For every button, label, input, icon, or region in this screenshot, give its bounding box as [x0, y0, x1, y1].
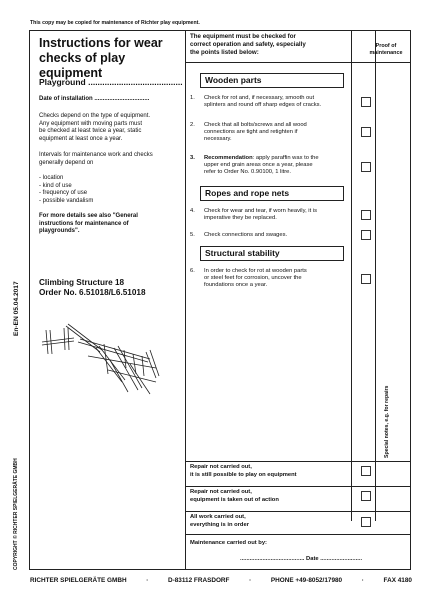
list-item: - location: [39, 175, 64, 181]
header-divider: [185, 62, 411, 63]
proof-checkbox-1[interactable]: [361, 97, 371, 107]
status-all-work-done: [190, 514, 249, 529]
text-line: everything is in order: [190, 521, 249, 528]
title-line: Instructions for wear: [39, 36, 163, 50]
footer-address: D-83112 FRASDORF: [168, 577, 230, 584]
status-repair-not-done-playable: [190, 464, 297, 479]
item-text: [204, 122, 350, 143]
special-notes-label: Special notes, e.g. for repairs: [384, 385, 390, 458]
proof-line: maintenance: [369, 50, 403, 56]
proof-checkbox-5[interactable]: [361, 230, 371, 240]
product-name: Climbing Structure 18: [39, 278, 125, 287]
proof-line: Proof of: [375, 43, 397, 49]
footer-company-info: [30, 577, 412, 584]
proof-checkbox-4[interactable]: [361, 210, 371, 220]
status-divider-4: [185, 534, 411, 535]
item-text: [204, 232, 350, 239]
text-line: instructions for maintenance of: [39, 220, 129, 227]
footer-company: RICHTER SPIELGERÄTE GMBH: [30, 577, 127, 584]
page-title: [39, 36, 189, 81]
text-line: Any equipment with moving parts must: [39, 120, 143, 127]
item-text: [204, 268, 350, 289]
text-line: Check for rot and, if necessary, smooth out: [204, 95, 315, 101]
document-date: En-EN 05.04.2017: [13, 281, 20, 336]
column-divider-proof: [351, 31, 352, 521]
details-reference: [39, 213, 187, 236]
text-line: generally depend on: [39, 159, 94, 166]
column-divider-left: [185, 31, 186, 569]
list-item: - frequency of use: [39, 190, 88, 196]
item-number: 4.: [190, 208, 195, 214]
footer-separator: ·: [361, 577, 364, 584]
title-line: checks of play equipment: [39, 51, 126, 80]
header-line: the points listed below:: [190, 49, 259, 56]
status-divider-1: [185, 461, 411, 462]
text-line: Repair not carried out,: [190, 464, 252, 470]
column-divider-notes: [375, 31, 376, 521]
item-number: 3.: [190, 155, 195, 161]
item-text: [204, 95, 350, 109]
text-line: equipment at least once a year.: [39, 135, 123, 142]
footer-separator: ·: [146, 577, 149, 584]
section-wooden-parts: Wooden parts: [200, 73, 344, 88]
maintenance-by-label: Maintenance carried out by:: [190, 540, 267, 546]
section-ropes: Ropes and rope nets: [200, 186, 344, 201]
intervals-paragraph: [39, 152, 187, 167]
proof-checkbox-6[interactable]: [361, 274, 371, 284]
status-repair-not-done-closed: [190, 489, 279, 504]
text-line: refer to Order No. 0.90100, 1 litre.: [204, 169, 291, 175]
item-number: 5.: [190, 232, 195, 238]
text-line: All work carried out,: [190, 514, 246, 520]
text-line: it is still possible to play on equipment: [190, 471, 297, 478]
text-line: In order to check for rot at wooden parts: [204, 268, 307, 274]
text-line: For more details see also "General: [39, 213, 138, 219]
item-number: 2.: [190, 122, 195, 128]
footer-separator: ·: [249, 577, 252, 584]
proof-checkbox-2[interactable]: [361, 127, 371, 137]
text-line: Check that all bolts/screws and all wood: [204, 122, 307, 128]
checks-paragraph: [39, 113, 187, 143]
text-line: playgrounds".: [39, 228, 80, 234]
text-fragment: : apply paraffin wax to the: [252, 155, 319, 161]
text-line: splinters and round off sharp edges of cracks.: [204, 102, 322, 108]
text-line: Check connections and swages.: [204, 232, 288, 238]
text-line: Intervals for maintenance work and checks: [39, 152, 153, 158]
status-divider-3: [185, 511, 411, 512]
text-line: Repair not carried out,: [190, 489, 252, 495]
installation-date-field: Date of installation .................................: [39, 96, 150, 102]
signature-date-line: ........................................ Date ..........................: [240, 556, 363, 562]
proof-checkbox-3[interactable]: [361, 162, 371, 172]
item-text: [204, 155, 350, 176]
text-line: or steel feet for corrosion, uncover the: [204, 275, 302, 281]
section-structural-stability: Structural stability: [200, 246, 344, 261]
list-item: - possible vandalism: [39, 197, 94, 204]
status-checkbox-out-of-action[interactable]: [361, 491, 371, 501]
text-line: equipment is taken out of action: [190, 496, 279, 503]
text-line: upper end grain areas once a year, please: [204, 162, 313, 168]
product-info: [39, 278, 146, 298]
factors-list: [39, 175, 187, 205]
footer-fax: FAX 4180: [383, 577, 412, 584]
status-divider-2: [185, 486, 411, 487]
list-item: - kind of use: [39, 182, 72, 189]
text-line: foundations once a year.: [204, 282, 268, 288]
text-line: imperative they be replaced.: [204, 215, 277, 221]
footer-phone: PHONE +49-8052/17980: [270, 577, 343, 584]
copy-note: This copy may be copied for maintenance of Richter play equipment.: [30, 20, 200, 26]
order-number: Order No. 6.51018/L6.51018: [39, 288, 146, 297]
header-line: The equipment must be checked for: [190, 33, 296, 40]
header-line: correct operation and safety, especially: [190, 41, 306, 48]
item-number: 1.: [190, 95, 195, 101]
header-instructions: [190, 33, 360, 57]
playground-field: Playground ........................................: [39, 77, 183, 87]
item-number: 6.: [190, 268, 195, 274]
recommendation-label: Recommendation: [204, 155, 253, 161]
text-line: necessary.: [204, 136, 232, 142]
text-line: Check for wear and tear, if worn heavily, it is: [204, 208, 317, 214]
text-line: be checked at least twice a year, static: [39, 128, 142, 134]
proof-of-maintenance-header: [362, 43, 410, 57]
text-line: [204, 155, 350, 162]
text-line: Checks depend on the type of equipment.: [39, 113, 151, 119]
status-checkbox-in-order[interactable]: [361, 517, 371, 527]
climbing-structure-illustration: [38, 320, 163, 400]
item-text: [204, 208, 350, 222]
copyright-notice: COPYRIGHT © RICHTER SPIELGERÄTE GMBH: [13, 458, 19, 570]
status-checkbox-playable[interactable]: [361, 466, 371, 476]
text-line: connections are tight and retighten if: [204, 129, 298, 135]
